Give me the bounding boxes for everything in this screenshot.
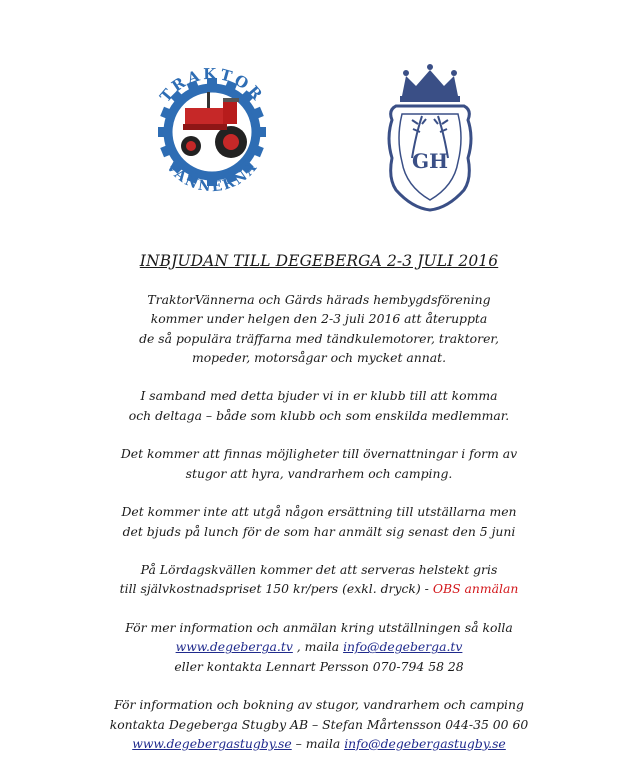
logo-row bbox=[0, 52, 638, 222]
paragraph-booking bbox=[0, 695, 638, 753]
stugby-email-link[interactable]: info@degebergastugby.se bbox=[344, 735, 506, 751]
traktor-vannerna-logo bbox=[147, 52, 277, 212]
tractor-icon bbox=[181, 92, 247, 158]
text-line: mopeder, motorsågar och mycket annat. bbox=[191, 349, 447, 365]
text-line: kontakta Degeberga Stugby AB – Stefan Mårtensson 044-35 00 60 bbox=[109, 716, 529, 732]
website-link[interactable]: www.degeberga.tv bbox=[175, 639, 293, 655]
paragraph-accommodation bbox=[0, 444, 638, 483]
paragraph-info bbox=[0, 618, 638, 676]
link-separator: – maila bbox=[291, 735, 345, 751]
logo-text-top: TRAKTOR bbox=[156, 64, 268, 106]
text-line: eller kontakta Lennart Persson 070-794 58 28 bbox=[174, 658, 464, 674]
text-line: För information och bokning av stugor, vandrarhem och camping bbox=[114, 697, 524, 713]
text-line: I samband med detta bjuder vi in er klubb till att komma bbox=[140, 388, 498, 404]
text-line bbox=[0, 637, 638, 656]
text-line bbox=[0, 579, 638, 598]
crown-icon bbox=[400, 64, 460, 102]
text-line: de så populära träffarna med tändkulemotorer, traktorer, bbox=[139, 330, 499, 346]
gh-seal-logo bbox=[382, 58, 478, 218]
invitation-title: INBJUDAN TILL DEGEBERGA 2-3 JULI 2016 bbox=[139, 252, 499, 270]
gear-tooth bbox=[158, 127, 168, 137]
gear-tooth bbox=[256, 127, 266, 137]
logo-text-bottom: VÄNNERNA bbox=[162, 158, 262, 196]
seal-monogram: GH bbox=[412, 149, 448, 173]
invitation-body bbox=[0, 290, 638, 772]
text-line: TraktorVännerna och Gärds härads hembygdsförening bbox=[147, 292, 491, 307]
text-line: stugor att hyra, vandrarhem och camping. bbox=[185, 465, 453, 481]
text-line: kommer under helgen den 2-3 juli 2016 att återuppta bbox=[150, 311, 488, 327]
paragraph-saturday bbox=[0, 560, 638, 599]
price-text: till självkostnadspriset 150 kr/pers (exkl. dryck) - bbox=[119, 581, 429, 597]
email-link[interactable]: info@degeberga.tv bbox=[343, 639, 463, 655]
text-line: På Lördagskvällen kommer det att serveras helstekt gris bbox=[140, 562, 498, 578]
paragraph-invite bbox=[0, 386, 638, 425]
text-line: Det kommer inte att utgå någon ersättning till utställarna men bbox=[121, 504, 517, 520]
text-line: det bjuds på lunch för de som har anmält sig senast den 5 juni bbox=[122, 523, 516, 539]
paragraph-intro bbox=[0, 290, 638, 367]
link-separator: , maila bbox=[292, 639, 344, 655]
text-line: Det kommer att finnas möjligheter till övernattningar i form av bbox=[120, 446, 518, 462]
stugby-website-link[interactable]: www.degebergastugby.se bbox=[132, 735, 292, 751]
text-line: För mer information och anmälan kring utställningen så kolla bbox=[125, 620, 513, 636]
text-line bbox=[0, 734, 638, 753]
obs-notice: OBS anmälan bbox=[432, 581, 519, 597]
paragraph-compensation bbox=[0, 502, 638, 541]
text-line: och deltaga – både som klubb och som enskilda medlemmar. bbox=[128, 407, 510, 423]
